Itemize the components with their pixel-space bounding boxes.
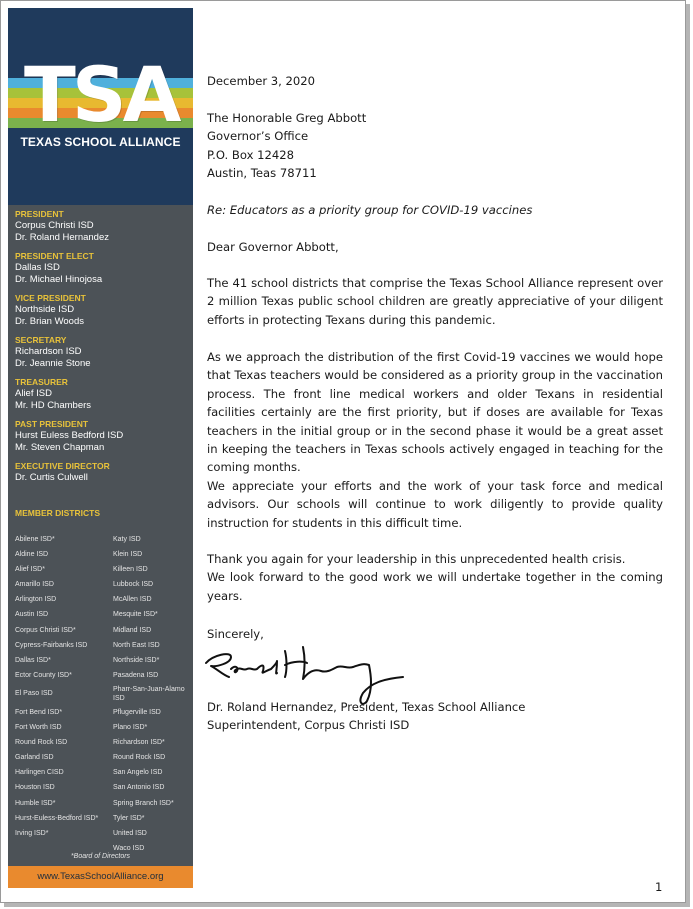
district-item: Amarillo ISD	[15, 581, 54, 589]
district-item: Aldine ISD	[15, 551, 49, 559]
district-item: Austin ISD	[15, 611, 49, 619]
district-item: Garland ISD	[15, 754, 54, 762]
district-item: Abilene ISD*	[15, 536, 55, 543]
district-item: McAllen ISD	[113, 596, 152, 604]
paragraph-3: We appreciate your efforts and the work of your task force and medical advisors. Our schools will continue to work diligently to provide quality instruction for students in this difficult time.	[207, 479, 663, 530]
district-item: Houston ISD	[15, 784, 55, 792]
district-item: Arlington ISD	[15, 596, 57, 604]
address-line: Governor’s Office	[207, 129, 309, 144]
paragraph-4b: We look forward to the good work we will undertake together in the coming years.	[207, 570, 663, 603]
district-item: Harlingen CISD	[15, 769, 64, 777]
letter-date: December 3, 2020	[207, 74, 316, 88]
district-item: Pharr-San-Juan-Alamo ISD	[113, 685, 185, 702]
district-item: Humble ISD*	[15, 799, 56, 807]
district-item: Round Rock ISD	[113, 754, 166, 762]
district-item: Killeen ISD	[113, 566, 148, 574]
website-link[interactable]: www.TexasSchoolAlliance.org	[8, 866, 193, 888]
district-item: Alief ISD*	[15, 566, 45, 574]
district-item: Richardson ISD*	[113, 739, 165, 747]
tsa-logo	[8, 8, 193, 205]
officer-president-elect: PRESIDENT ELECT Dallas ISD Dr. Michael Hinojosa	[15, 251, 103, 285]
address-line: The Honorable Greg Abbott	[207, 111, 367, 125]
officers-list	[15, 209, 190, 491]
paragraph-1: The 41 school districts that comprise the Texas School Alliance represent over 2 million Texas public school children are greatly appreciative of your diligent efforts in protecting Texans during this pandemic.	[207, 276, 663, 327]
officer-secretary: SECRETARY Richardson ISD Dr. Jeannie Stone	[15, 335, 91, 369]
district-item: North East ISD	[113, 641, 160, 649]
district-item: Mesquite ISD*	[113, 611, 158, 619]
page-number: 1	[655, 880, 663, 894]
district-item: Corpus Christi ISD*	[15, 626, 76, 634]
district-item: Ector County ISD*	[15, 671, 72, 679]
district-item: Northside ISD*	[113, 656, 160, 664]
letter-subject: Re: Educators as a priority group for COVID-19 vaccines	[207, 203, 533, 217]
districts-column-right	[113, 532, 193, 856]
district-item: Lubbock ISD	[113, 581, 154, 589]
salutation: Dear Governor Abbott,	[207, 240, 339, 254]
paragraph-2: As we approach the distribution of the first Covid-19 vaccines we would hope that Texas teachers would be considered as a priority group in the vaccination process. The front line medical workers and older Texans in residential facilities certainly are the first priority, but if doses are available for Texas teachers in the initial group or in the second phase it would be a great asset in keeping the teachers in Texas schools actively engaged in teaching for the coming months.	[207, 350, 663, 475]
officer-president: PRESIDENT Corpus Christi ISD Dr. Roland Hernandez	[15, 209, 109, 243]
district-item: Fort Worth ISD	[15, 724, 62, 732]
officer-executive-director: EXECUTIVE DIRECTOR Dr. Curtis Culwell	[15, 461, 110, 483]
district-item: Plano ISD*	[113, 724, 148, 732]
district-item: Waco ISD	[113, 844, 145, 852]
district-item: Dallas ISD*	[15, 656, 51, 664]
district-item: Cypress-Fairbanks ISD	[15, 641, 88, 649]
district-item: Pasadena ISD	[113, 671, 159, 679]
districts-column-left	[15, 532, 110, 841]
org-name: TEXAS SCHOOL ALLIANCE	[20, 135, 181, 149]
district-item: Midland ISD	[113, 626, 152, 634]
district-item: San Antonio ISD	[113, 784, 165, 792]
member-districts-title: MEMBER DISTRICTS	[15, 508, 100, 518]
paragraph-4a: Thank you again for your leadership in this unprecedented health crisis.	[207, 552, 626, 566]
officer-past-president: PAST PRESIDENT Hurst Euless Bedford ISD Mr. Steven Chapman	[15, 419, 124, 453]
district-item: Fort Bend ISD*	[15, 708, 63, 716]
district-item: Round Rock ISD	[15, 739, 68, 747]
district-item: San Angelo ISD	[113, 769, 163, 777]
logo-letters: TSA	[24, 50, 178, 139]
handwritten-signature	[203, 641, 418, 711]
signer-line-1: Dr. Roland Hernandez, President, Texas School Alliance	[207, 700, 526, 714]
board-note: *Board of Directors	[70, 853, 131, 860]
district-item: Spring Branch ISD*	[113, 799, 174, 807]
district-item: Irving ISD*	[15, 829, 49, 837]
sidebar	[8, 8, 193, 888]
district-item: United ISD	[113, 829, 147, 837]
address-line: Austin, Teas 78711	[207, 166, 317, 181]
district-item: Hurst-Euless-Bedford ISD*	[15, 814, 99, 822]
district-item: Katy ISD	[113, 536, 141, 543]
officer-vice-president: VICE PRESIDENT Northside ISD Dr. Brian Woods	[15, 293, 86, 327]
officer-treasurer: TREASURER Alief ISD Mr. HD Chambers	[15, 377, 92, 411]
closing: Sincerely,	[207, 627, 264, 641]
district-item: Pflugerville ISD	[113, 708, 161, 716]
address-line: P.O. Box 12428	[207, 147, 295, 162]
signer-line-2: Superintendent, Corpus Christi ISD	[207, 718, 410, 733]
district-item: Tyler ISD*	[113, 814, 145, 822]
district-item: Klein ISD	[113, 551, 143, 559]
district-item: El Paso ISD	[15, 689, 53, 697]
